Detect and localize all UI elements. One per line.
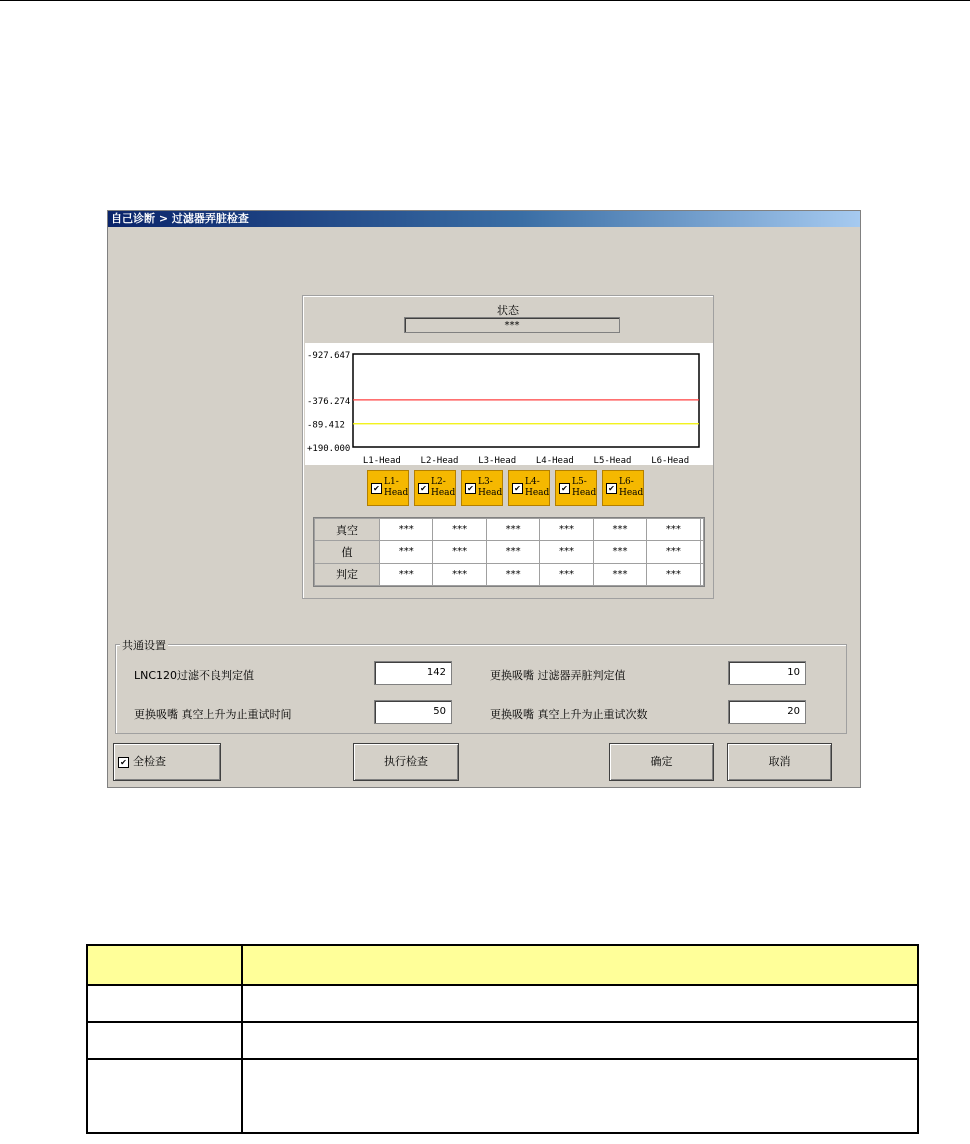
head-label-prefix: L3-: [478, 477, 493, 487]
doc-table-header-row: [87, 945, 918, 985]
grid-cell: ***: [647, 541, 700, 563]
grid-cell: ***: [433, 519, 486, 541]
x-tick-label: L2-Head: [420, 456, 459, 465]
doc-table-header-cell: [87, 945, 242, 985]
head-label-prefix: L4-: [525, 477, 540, 487]
grid-row-value: [315, 541, 704, 563]
head-label-suffix: Head: [525, 488, 550, 498]
grid-cell: ***: [647, 519, 700, 541]
x-tick-label: L6-Head: [651, 456, 690, 465]
head-label-prefix: L6-: [619, 477, 634, 487]
doc-table-header-cell: [242, 945, 918, 985]
grid-cell: ***: [540, 563, 593, 585]
grid-cell: ***: [486, 563, 539, 585]
doc-table-cell: [87, 1059, 242, 1133]
head-toggle-l2[interactable]: [414, 470, 456, 506]
window-titlebar: 自己诊断 > 过滤器弄脏检查: [108, 211, 860, 227]
grid-cell: ***: [433, 563, 486, 585]
y-tick-label: -89.412: [307, 420, 345, 431]
head-toggle-l3[interactable]: [461, 470, 503, 506]
head-checkbox[interactable]: ✔: [418, 483, 429, 494]
doc-table-cell: [87, 985, 242, 1022]
result-grid: [313, 517, 705, 587]
retry-time-label: 更换吸嘴 真空上升为止重试时间: [134, 708, 292, 721]
head-checkbox[interactable]: ✔: [371, 483, 382, 494]
doc-table-row: [87, 1059, 918, 1133]
doc-table-cell: [242, 1022, 918, 1059]
grid-cell: [700, 563, 703, 585]
y-tick-label: -376.274: [307, 396, 351, 407]
doc-table-row: [87, 985, 918, 1022]
chart-svg: [305, 343, 713, 465]
x-tick-label: L1-Head: [362, 456, 401, 465]
grid-row-vacuum: [315, 519, 704, 541]
y-tick-label: -927.647: [307, 351, 351, 361]
all-check-label: 全检查: [133, 755, 166, 768]
filter-judge-label: LNC120过滤不良判定值: [134, 669, 255, 682]
retry-count-label: 更换吸嘴 真空上升为止重试次数: [490, 708, 648, 721]
common-settings-title: 共通设置: [122, 639, 166, 652]
grid-cell: ***: [380, 563, 433, 585]
nozzle-dirt-judge-label: 更换吸嘴 过滤器弄脏判定值: [490, 669, 626, 682]
cancel-button[interactable]: 取消: [727, 743, 832, 781]
vacuum-chart: [305, 343, 713, 465]
grid-row-header: 值: [315, 541, 380, 563]
grid-cell: ***: [486, 541, 539, 563]
doc-table-row: [87, 1022, 918, 1059]
grid-row-judgement: [315, 563, 704, 585]
grid-cell: ***: [540, 541, 593, 563]
run-check-button[interactable]: 执行检查: [353, 743, 459, 781]
grid-cell: ***: [380, 541, 433, 563]
head-checkbox[interactable]: ✔: [606, 483, 617, 494]
grid-cell: ***: [647, 563, 700, 585]
grid-cell: [700, 541, 703, 563]
doc-table-cell: [242, 1059, 918, 1133]
nozzle-dirt-judge-input[interactable]: 10: [728, 661, 806, 685]
chart-plot-frame: [353, 354, 699, 447]
all-check-button[interactable]: [113, 743, 221, 781]
head-label-prefix: L2-: [431, 477, 446, 487]
doc-table: [86, 944, 919, 1134]
head-checkbox[interactable]: ✔: [465, 483, 476, 494]
status-label: 状态: [497, 304, 519, 317]
grid-cell: ***: [433, 541, 486, 563]
retry-count-input[interactable]: 20: [728, 700, 806, 724]
head-checkbox[interactable]: ✔: [512, 483, 523, 494]
common-settings-group: [115, 639, 847, 734]
page-top-rule: [0, 0, 970, 1]
head-label-suffix: Head: [478, 488, 503, 498]
head-label-suffix: Head: [619, 488, 644, 498]
head-label-suffix: Head: [572, 488, 597, 498]
grid-cell: [700, 519, 703, 541]
y-tick-label: +190.000: [307, 444, 351, 454]
retry-time-input[interactable]: 50: [374, 700, 452, 724]
status-value: ***: [404, 317, 620, 333]
grid-cell: ***: [593, 519, 646, 541]
filter-dirt-check-window: [107, 210, 861, 788]
head-toggle-l4[interactable]: [508, 470, 550, 506]
head-label-suffix: Head: [431, 488, 456, 498]
head-toggle-l1[interactable]: [367, 470, 409, 506]
head-label-prefix: L1-: [384, 477, 399, 487]
head-toggle-l5[interactable]: [555, 470, 597, 506]
grid-row-header: 真空: [315, 519, 380, 541]
head-label-prefix: L5-: [572, 477, 587, 487]
grid-cell: ***: [593, 563, 646, 585]
grid-cell: ***: [486, 519, 539, 541]
doc-table-cell: [242, 985, 918, 1022]
filter-judge-input[interactable]: 142: [374, 661, 452, 685]
doc-table-cell: [87, 1022, 242, 1059]
x-tick-label: L3-Head: [478, 456, 517, 465]
grid-cell: ***: [380, 519, 433, 541]
head-label-suffix: Head: [384, 488, 409, 498]
x-tick-label: L4-Head: [535, 456, 574, 465]
all-check-checkbox[interactable]: ✔: [118, 757, 129, 768]
grid-cell: ***: [540, 519, 593, 541]
grid-cell: ***: [593, 541, 646, 563]
ok-button[interactable]: 确定: [609, 743, 714, 781]
head-checkbox[interactable]: ✔: [559, 483, 570, 494]
status-panel: [302, 295, 714, 599]
head-toggle-l6[interactable]: [602, 470, 644, 506]
grid-row-header: 判定: [315, 563, 380, 585]
x-tick-label: L5-Head: [593, 456, 632, 465]
